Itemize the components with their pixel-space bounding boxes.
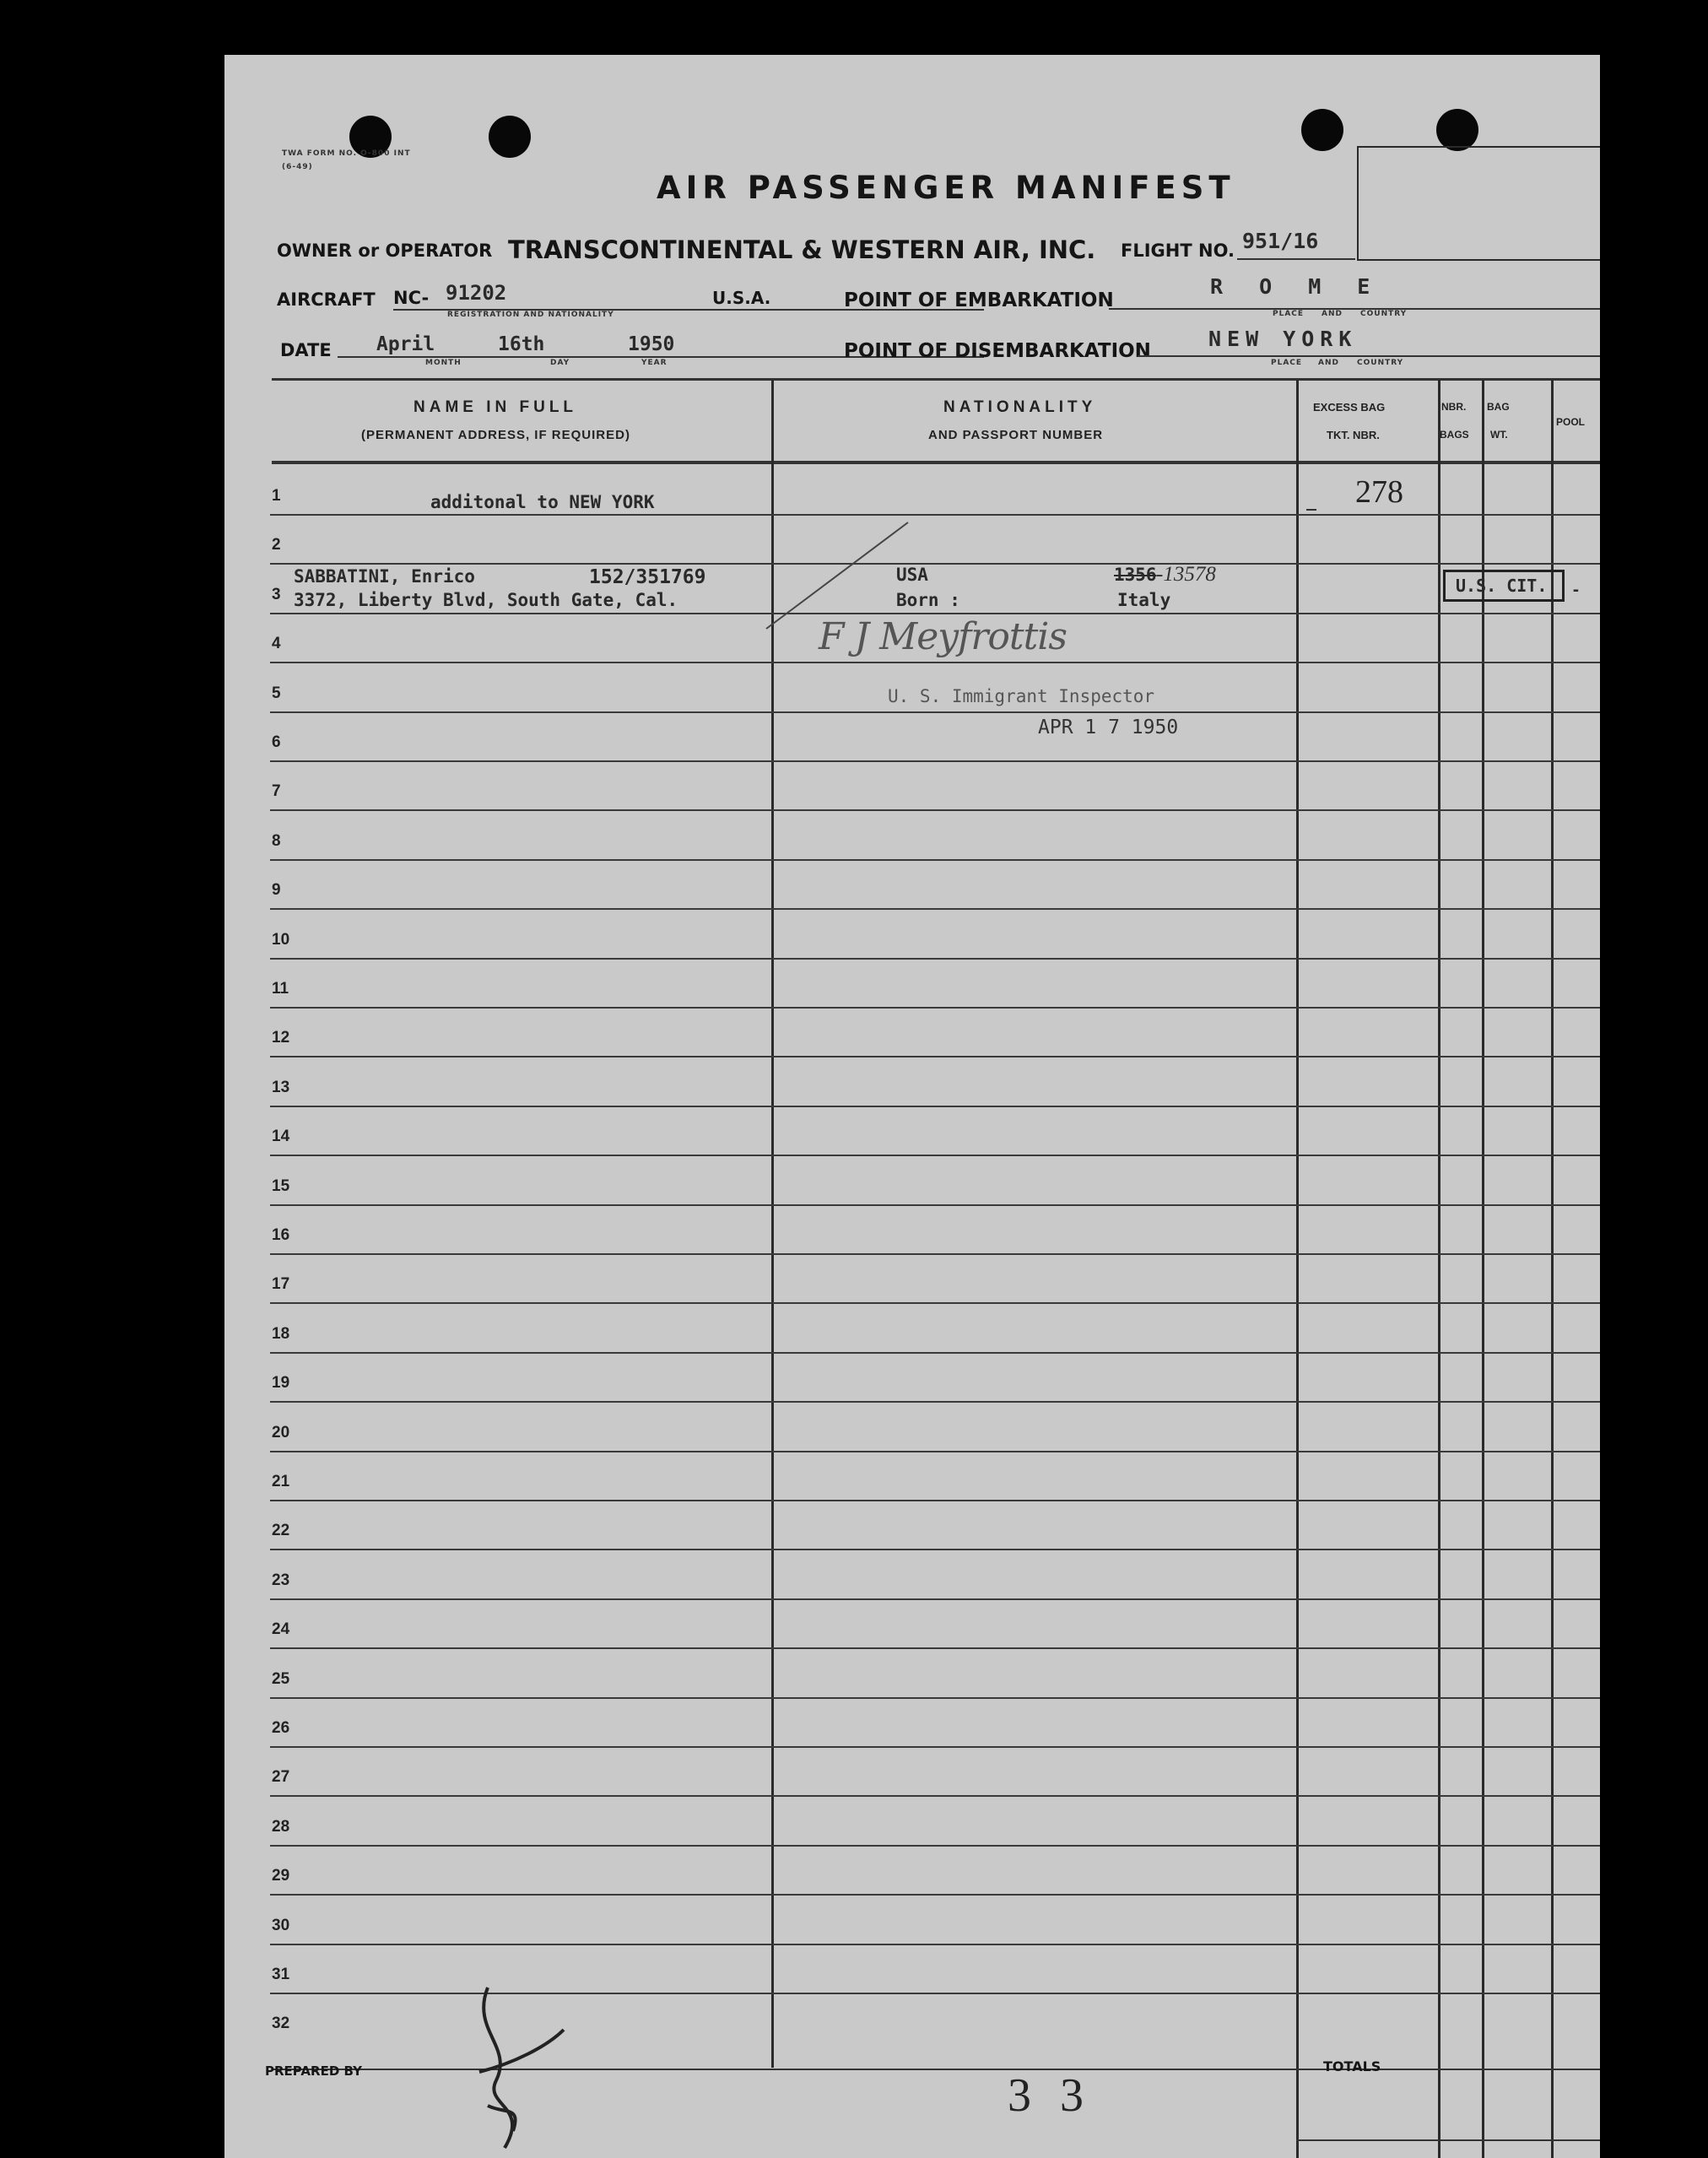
row-rule xyxy=(270,1007,1600,1009)
passenger-address: 3372, Liberty Blvd, South Gate, Cal. xyxy=(294,590,678,610)
born-label: Born : xyxy=(896,590,960,610)
column-divider xyxy=(1482,380,1484,2158)
embarkation-place-caption: PLACE xyxy=(1273,310,1305,318)
row-rule xyxy=(270,760,1600,762)
bag-wt-header: BAG xyxy=(1487,401,1510,413)
owner-value: TRANSCONTINENTAL & WESTERN AIR, INC. xyxy=(508,235,1096,264)
bag-wt-subheader: WT. xyxy=(1490,429,1508,441)
row-rule xyxy=(270,1845,1600,1847)
passenger-ticket: 152/351769 xyxy=(589,566,706,588)
row-number: 19 xyxy=(272,1374,290,1392)
flight-underline xyxy=(1237,258,1355,260)
row-number: 7 xyxy=(272,782,281,800)
disembarkation-value: NEW YORK xyxy=(1208,327,1358,351)
day-caption: DAY xyxy=(550,359,570,367)
row-number: 24 xyxy=(272,1620,290,1638)
row-rule xyxy=(270,1352,1600,1354)
row-rule xyxy=(270,1647,1600,1649)
row-number: 8 xyxy=(272,832,281,850)
nbr-bags-subheader: BAGS xyxy=(1440,429,1469,441)
row-rule xyxy=(270,1451,1600,1452)
row-number: 3 xyxy=(272,586,281,603)
disembarkation-and-caption: AND xyxy=(1318,359,1339,367)
aircraft-prefix: NC- xyxy=(393,288,430,308)
embarkation-underline xyxy=(1109,308,1600,310)
nationality-column-subheader: AND PASSPORT NUMBER xyxy=(928,428,1104,442)
row-rule xyxy=(270,1056,1600,1057)
row-number: 6 xyxy=(272,733,281,751)
date-label: DATE xyxy=(280,340,332,360)
row-rule xyxy=(270,1401,1600,1403)
row-number: 29 xyxy=(272,1867,290,1885)
aircraft-value: 91202 xyxy=(446,281,507,305)
stamp-box xyxy=(1357,146,1600,261)
row-rule xyxy=(270,662,1600,663)
row-number: 32 xyxy=(272,2015,290,2032)
excess-bag-header: EXCESS BAG xyxy=(1313,401,1386,414)
totals-rule xyxy=(1296,2139,1600,2141)
disembarkation-place-caption: PLACE xyxy=(1271,359,1303,367)
registration-caption: REGISTRATION AND NATIONALITY xyxy=(447,311,614,319)
date-year: 1950 xyxy=(628,333,675,355)
row-rule xyxy=(270,1106,1600,1107)
punch-hole xyxy=(1436,109,1478,151)
table-top-rule xyxy=(272,378,1600,381)
year-caption: YEAR xyxy=(641,359,668,367)
disembarkation-underline xyxy=(1138,355,1600,357)
row-number: 5 xyxy=(272,684,281,702)
row-rule xyxy=(270,1598,1600,1600)
row-number: 17 xyxy=(272,1275,290,1293)
row-rule xyxy=(270,908,1600,910)
excess-bag-subheader: TKT. NBR. xyxy=(1327,429,1380,441)
row-number: 1 xyxy=(272,487,281,505)
row-number: 31 xyxy=(272,1966,290,1983)
row-number: 14 xyxy=(272,1128,290,1145)
embarkation-label: POINT OF EMBARKATION xyxy=(844,289,1114,311)
row-number: 20 xyxy=(272,1424,290,1441)
row-rule xyxy=(270,958,1600,960)
disembarkation-country-caption: COUNTRY xyxy=(1357,359,1404,367)
row-rule xyxy=(270,711,1600,713)
row-rule xyxy=(270,514,1600,516)
citizen-stamp: U.S. CIT. xyxy=(1443,570,1565,602)
flight-value: 951/16 xyxy=(1242,229,1319,253)
date-day: 16th xyxy=(498,333,545,355)
row-number: 2 xyxy=(272,536,281,554)
disembarkation-label: POINT OF DISEMBARKATION xyxy=(844,340,1151,362)
inspector-title: U. S. Immigrant Inspector xyxy=(888,686,1155,706)
embarkation-value: R O M E xyxy=(1210,274,1382,299)
row-rule xyxy=(270,1302,1600,1304)
flight-label: FLIGHT NO. xyxy=(1121,241,1235,261)
row-rule xyxy=(270,1795,1600,1797)
row-number: 4 xyxy=(272,635,281,652)
row-rule xyxy=(270,1253,1600,1255)
row-rule xyxy=(270,1204,1600,1206)
row-number: 30 xyxy=(272,1917,290,1934)
table-header-rule xyxy=(272,461,1600,464)
row-number: 10 xyxy=(272,931,290,949)
row-rule xyxy=(270,1944,1600,1945)
row-number: 27 xyxy=(272,1768,290,1786)
row-number: 16 xyxy=(272,1226,290,1244)
birthplace: Italy xyxy=(1117,590,1171,610)
name-column-subheader: (PERMANENT ADDRESS, IF REQUIRED) xyxy=(361,428,630,442)
column-divider xyxy=(1438,380,1440,2158)
row-rule xyxy=(270,613,1600,614)
row-number: 13 xyxy=(272,1079,290,1096)
punch-hole xyxy=(489,116,531,158)
row-rule xyxy=(270,809,1600,811)
nationality-column-header: NATIONALITY xyxy=(943,398,1097,416)
row-number: 11 xyxy=(272,980,289,998)
column-divider xyxy=(1551,380,1554,2158)
row-rule xyxy=(270,1549,1600,1550)
row-number: 12 xyxy=(272,1029,290,1047)
row-number: 25 xyxy=(272,1670,290,1688)
aircraft-country: U.S.A. xyxy=(712,288,771,308)
row-number: 22 xyxy=(272,1522,290,1539)
nationality-value: USA xyxy=(896,565,928,585)
embarkation-country-caption: COUNTRY xyxy=(1360,310,1408,318)
totals-label: TOTALS xyxy=(1323,2058,1381,2074)
form-date: (6-49) xyxy=(282,163,313,171)
row-rule xyxy=(270,1155,1600,1156)
form-number: TWA FORM NO. O-800 INT xyxy=(282,149,411,158)
prepared-by-label: PREPARED BY xyxy=(265,2063,362,2079)
row1-ticket: 278 xyxy=(1355,474,1403,510)
owner-label: OWNER or OPERATOR xyxy=(277,241,493,261)
manifest-sheet xyxy=(224,55,1600,2158)
row1-note: additonal to NEW YORK xyxy=(430,492,655,512)
form-title: AIR PASSENGER MANIFEST xyxy=(657,170,1235,206)
row-rule xyxy=(270,1746,1600,1748)
ticket-dash xyxy=(1306,509,1316,511)
row-rule xyxy=(270,1500,1600,1501)
passport-struck: 1356 xyxy=(1114,565,1157,585)
row-rule xyxy=(270,859,1600,861)
date-month: April xyxy=(376,333,435,355)
month-caption: MONTH xyxy=(425,359,462,367)
name-column-header: NAME IN FULL xyxy=(413,398,578,416)
punch-hole xyxy=(1301,109,1343,151)
row-number: 9 xyxy=(272,881,281,899)
aircraft-label: AIRCRAFT xyxy=(277,289,376,310)
passport-number: -13578 xyxy=(1156,563,1216,586)
row-number: 15 xyxy=(272,1177,290,1195)
inspector-signature: F J Meyfrottis xyxy=(819,615,1067,658)
row-number: 23 xyxy=(272,1571,290,1589)
preparer-signature xyxy=(437,1979,572,2158)
page-marks: 3 3 xyxy=(1008,2069,1092,2122)
embarkation-and-caption: AND xyxy=(1322,310,1343,318)
row-rule xyxy=(270,1697,1600,1699)
row-number: 28 xyxy=(272,1818,290,1836)
pool-header: POOL xyxy=(1556,416,1586,428)
inspection-date-stamp: APR 1 7 1950 xyxy=(1038,717,1179,738)
row-rule xyxy=(270,1894,1600,1896)
citizen-stamp-tick: - xyxy=(1571,581,1581,599)
row-rule xyxy=(270,563,1600,565)
row-number: 26 xyxy=(272,1719,290,1737)
nbr-bags-header: NBR. xyxy=(1441,401,1467,413)
row-number: 21 xyxy=(272,1473,290,1490)
passenger-name: SABBATINI, Enrico xyxy=(294,566,475,587)
row-number: 18 xyxy=(272,1325,290,1343)
column-divider xyxy=(1296,380,1299,2158)
